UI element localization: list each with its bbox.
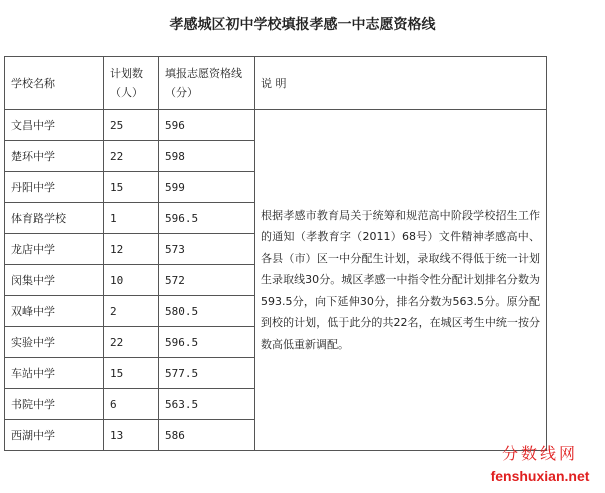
school-name-cell: 文昌中学: [5, 110, 104, 141]
score-line-cell: 596: [159, 110, 255, 141]
school-name-cell: 书院中学: [5, 389, 104, 420]
plan-count-cell: 2: [104, 296, 159, 327]
score-line-cell: 586: [159, 420, 255, 451]
school-name-cell: 龙店中学: [5, 234, 104, 265]
school-name-cell: 闵集中学: [5, 265, 104, 296]
school-name-cell: 车站中学: [5, 358, 104, 389]
school-name-cell: 体育路学校: [5, 203, 104, 234]
plan-count-cell: 1: [104, 203, 159, 234]
plan-count-cell: 22: [104, 327, 159, 358]
plan-count-cell: 13: [104, 420, 159, 451]
header-plan-count: 计划数（人）: [104, 57, 159, 110]
plan-count-cell: 12: [104, 234, 159, 265]
school-name-cell: 实验中学: [5, 327, 104, 358]
header-note: 说 明: [255, 57, 547, 110]
admission-score-table: [4, 56, 547, 451]
plan-count-cell: 15: [104, 172, 159, 203]
table-header-row: [5, 57, 547, 110]
note-cell: 根据孝感市教育局关于统筹和规范高中阶段学校招生工作的通知（孝教育字（2011）68号）文件精神孝感高中、各县（市）区一中分配生计划，录取线不得低于统一计划生录取线30分。城区孝感一中指令性分配计划排名分数为593.5分，向下延伸30分，排名分数为563.5分。原分配到校的计划，低于此分的共22名，在城区考生中统一按分数高低重新调配。: [255, 110, 547, 451]
plan-count-cell: 6: [104, 389, 159, 420]
score-line-cell: 580.5: [159, 296, 255, 327]
plan-count-cell: 22: [104, 141, 159, 172]
plan-count-cell: 10: [104, 265, 159, 296]
header-school-name: 学校名称: [5, 57, 104, 110]
school-name-cell: 双峰中学: [5, 296, 104, 327]
page-title: 孝感城区初中学校填报孝感一中志愿资格线: [169, 17, 436, 33]
score-line-cell: 573: [159, 234, 255, 265]
score-line-cell: 572: [159, 265, 255, 296]
score-line-cell: 577.5: [159, 358, 255, 389]
score-line-cell: 599: [159, 172, 255, 203]
school-name-cell: 西湖中学: [5, 420, 104, 451]
score-line-cell: 596.5: [159, 327, 255, 358]
plan-count-cell: 25: [104, 110, 159, 141]
school-name-cell: 丹阳中学: [5, 172, 104, 203]
score-line-cell: 563.5: [159, 389, 255, 420]
score-line-cell: 596.5: [159, 203, 255, 234]
school-name-cell: 楚环中学: [5, 141, 104, 172]
watermark-url-text: fenshuxian.net: [490, 468, 590, 484]
score-line-cell: 598: [159, 141, 255, 172]
header-score-line: 填报志愿资格线（分）: [159, 57, 255, 110]
plan-count-cell: 15: [104, 358, 159, 389]
watermark-cn-text: 分数线网: [501, 444, 578, 463]
table-row: [5, 110, 547, 141]
